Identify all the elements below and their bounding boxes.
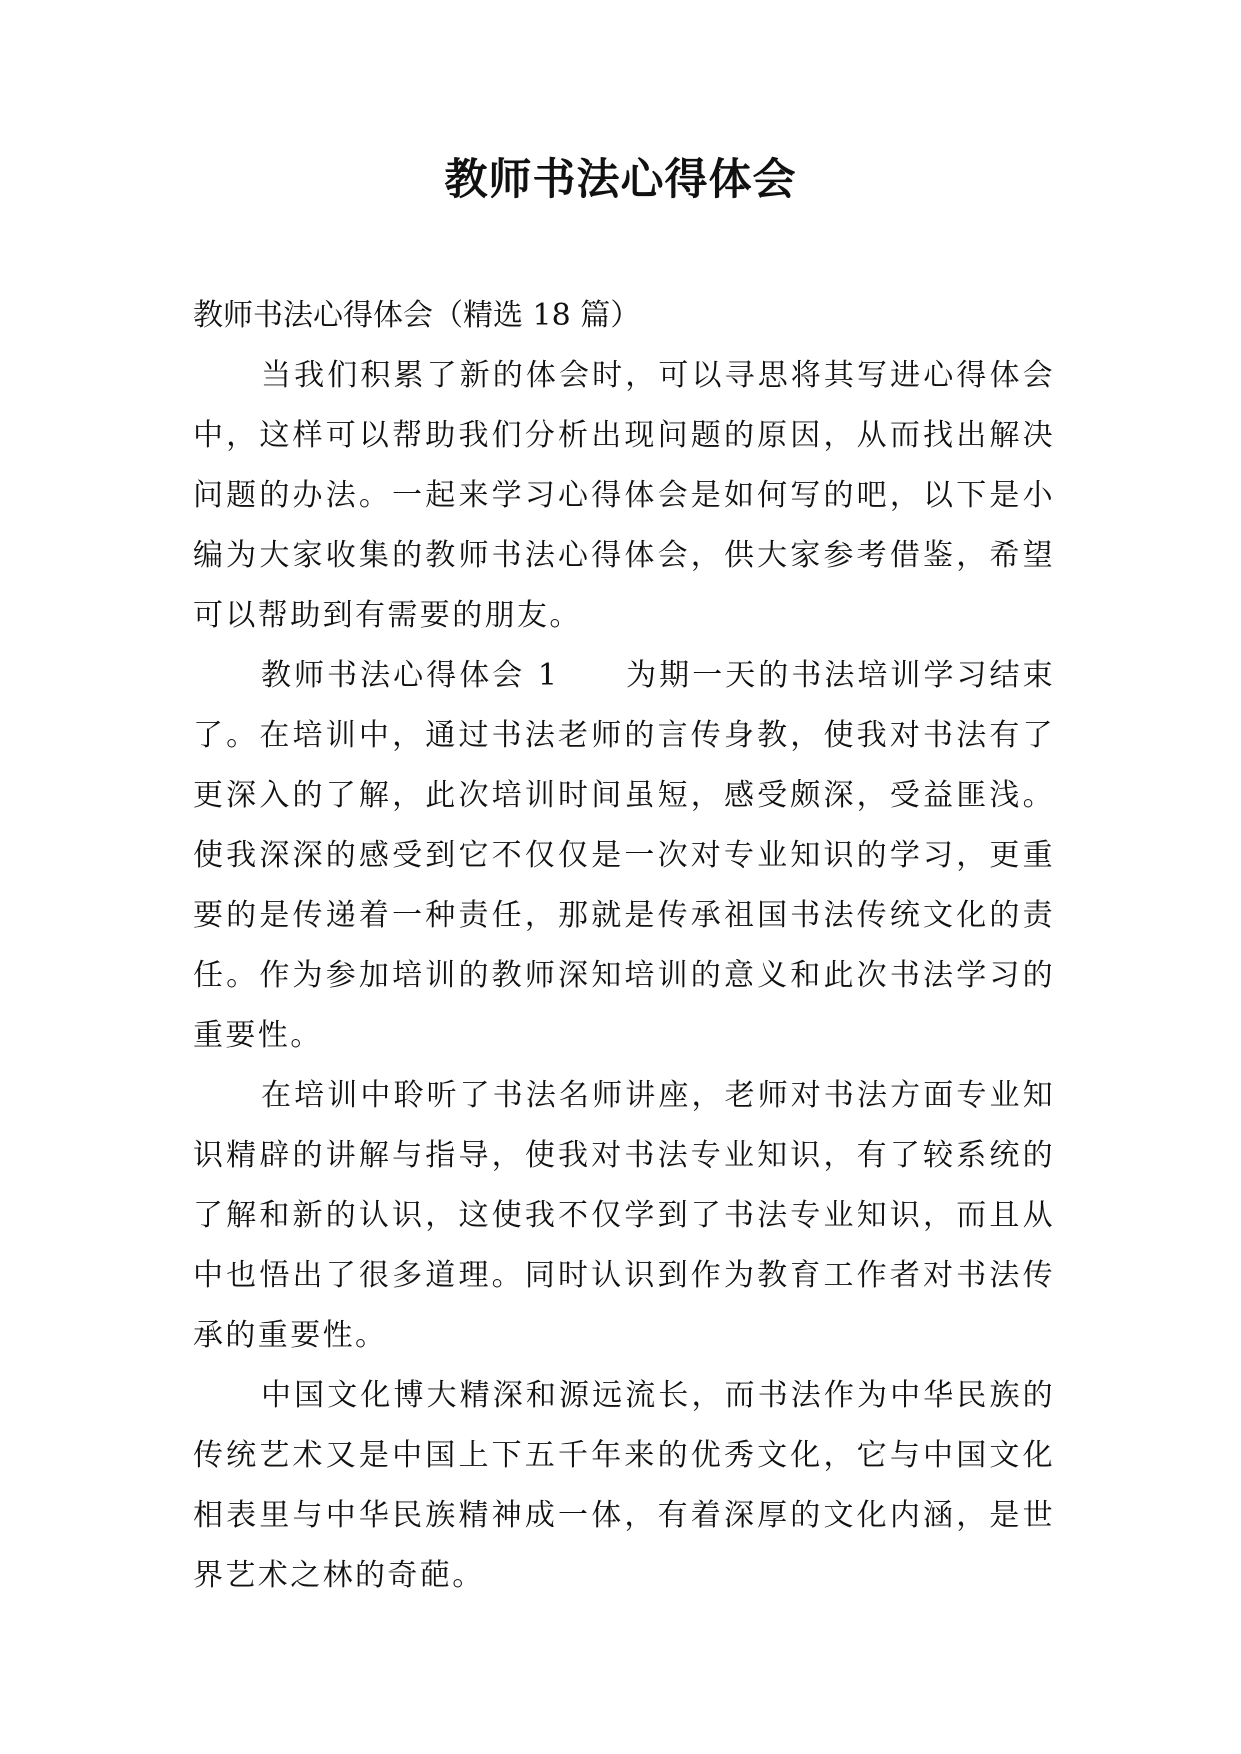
paragraph-3: 中国文化博大精深和源远流长，而书法作为中华民族的传统艺术又是中国上下五千年来的优秀文化，它与中国文化相表里与中华民族精神成一体，有着深厚的文化内涵，是世界艺术之林的奇葩。 [193,1378,1055,1593]
document-subtitle: 教师书法心得体会（精选 18 篇） [193,298,641,333]
paragraph-1: 教师书法心得体会 1 为期一天的书法培训学习结束了。在培训中，通过书法老师的言传身教，使我对书法有了更深入的了解，此次培训时间虽短，感受颇深，受益匪浅。使我深深的感受到它不仅仅是一次对专业知识的学习，更重要的是传递着一种责任，那就是传承祖国书法传统文化的责任。作为参加培训的教师深知培训的意义和此次书法学习的重要性。 [193,658,1055,1053]
paragraph-intro: 当我们积累了新的体会时，可以寻思将其写进心得体会中，这样可以帮助我们分析出现问题的原因，从而找出解决问题的办法。一起来学习心得体会是如何写的吧，以下是小编为大家收集的教师书法心得体会，供大家参考借鉴，希望可以帮助到有需要的朋友。 [193,358,1055,633]
paragraph-2: 在培训中聆听了书法名师讲座，老师对书法方面专业知识精辟的讲解与指导，使我对书法专业知识，有了较系统的了解和新的认识，这使我不仅学到了书法专业知识，而且从中也悟出了很多道理。同时认识到作为教育工作者对书法传承的重要性。 [193,1078,1055,1353]
document-body [193,286,1055,1606]
document-title: 教师书法心得体会 [444,155,797,205]
